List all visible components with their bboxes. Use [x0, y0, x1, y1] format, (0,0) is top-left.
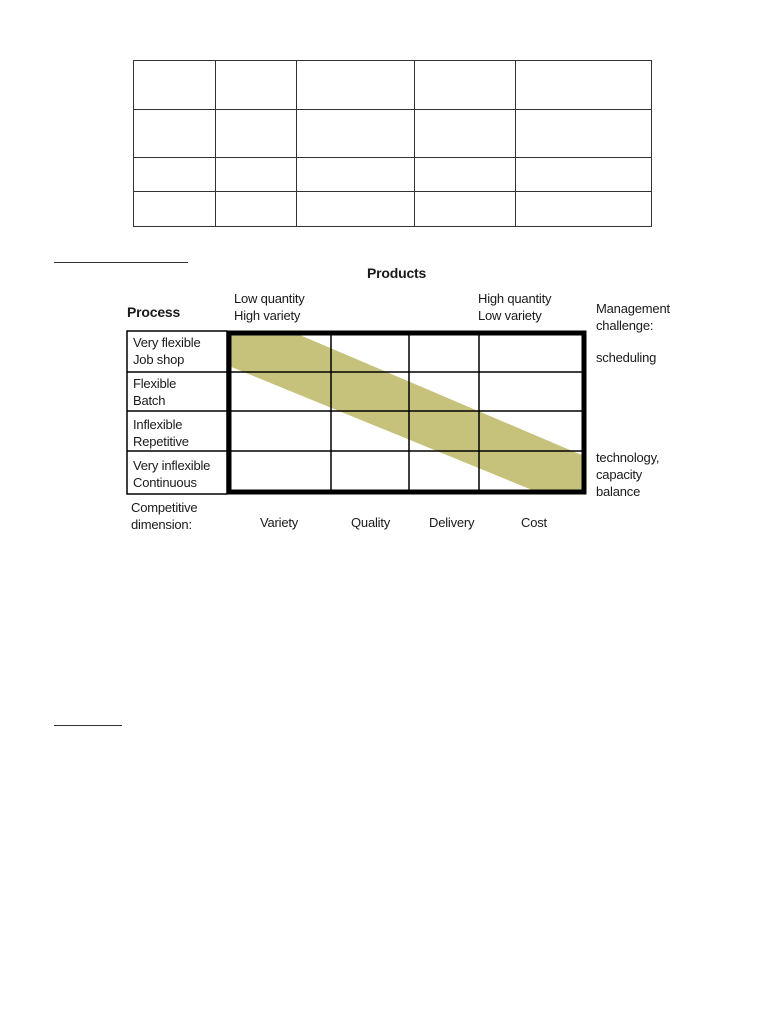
- process-row-label: Inflexible Repetitive: [133, 417, 189, 449]
- process-row-label: Very flexible Job shop: [133, 335, 201, 367]
- process-row-label: Very inflexible Continuous: [133, 458, 211, 490]
- management-top: scheduling: [596, 350, 657, 365]
- competitive-label: Competitive dimension:: [131, 500, 198, 532]
- dimension-label: Delivery: [429, 515, 475, 530]
- process-row-label: Flexible Batch: [133, 376, 177, 408]
- dimension-label: Variety: [260, 515, 299, 530]
- dimension-label: Quality: [351, 515, 391, 530]
- right-product-label: High quantity Low variety: [478, 291, 552, 323]
- figure-title: Products: [367, 265, 427, 281]
- management-heading: Management challenge:: [596, 301, 670, 333]
- diagonal-band: [229, 333, 584, 492]
- dimension-label: Cost: [521, 515, 547, 530]
- process-heading: Process: [127, 304, 181, 320]
- management-bottom: technology, capacity balance: [596, 450, 660, 499]
- left-product-label: Low quantity High variety: [234, 291, 305, 323]
